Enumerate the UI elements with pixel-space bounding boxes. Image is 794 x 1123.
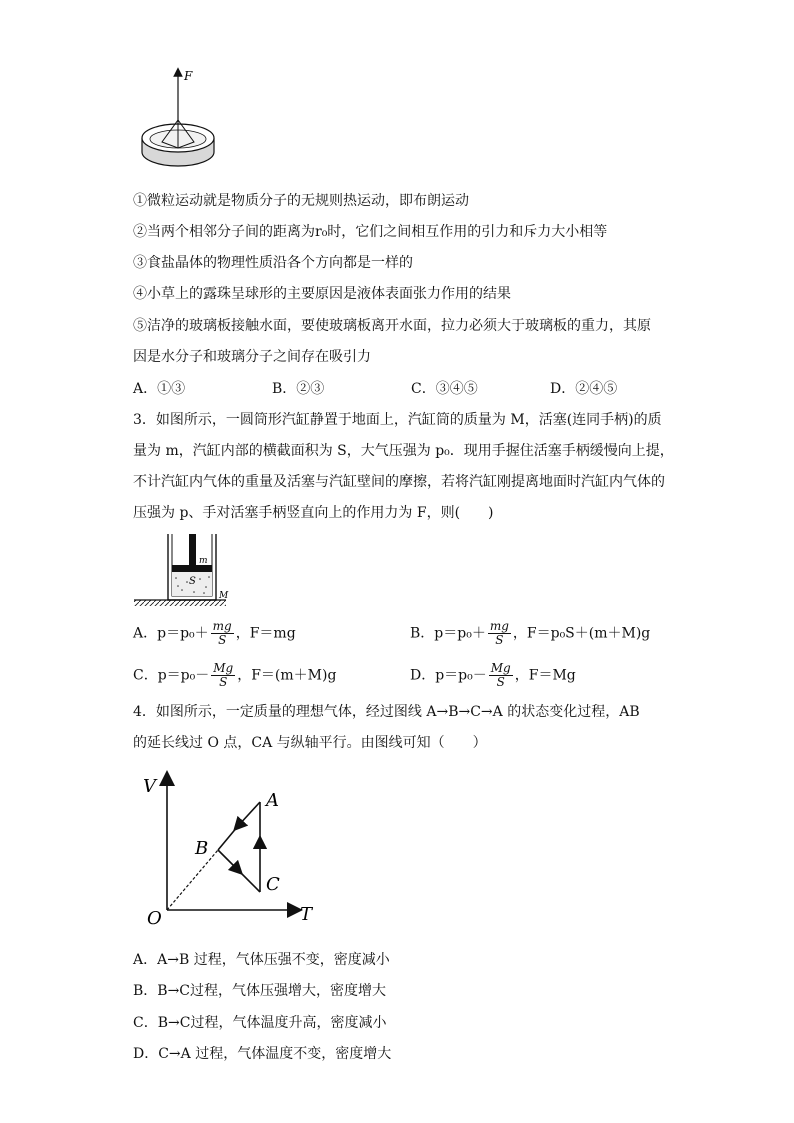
q3-b-frac	[488, 620, 511, 647]
q2-option-a[interactable]: A．①③	[133, 381, 186, 397]
segment-bc-1	[218, 850, 238, 870]
statement-1: ①微粒运动就是物质分子的无规则热运动，即布朗运动	[133, 193, 469, 209]
q3-a-pre: A．p＝p₀＋	[133, 625, 209, 642]
q4-option-d[interactable]: D．C→A 过程，气体温度不变，密度增大	[133, 1046, 392, 1062]
point-c-label: C	[266, 874, 280, 895]
statement-5: ⑤洁净的玻璃板接触水面，要使玻璃板离开水面，拉力必须大于玻璃板的重力，其原	[133, 318, 651, 334]
figure-vt-graph	[140, 770, 330, 930]
segment-bc-2	[238, 870, 260, 892]
q3-a-num: mg	[212, 619, 232, 633]
q3-line-4: 压强为 p、手对活塞手柄竖直向上的作用力为 F，则( )	[133, 505, 494, 521]
q3-c-frac	[211, 662, 235, 689]
q3-d-post: ，F＝Mg	[514, 667, 576, 684]
q2-option-d[interactable]: D．②④⑤	[550, 381, 618, 397]
statement-3: ③食盐晶体的物理性质沿各个方向都是一样的	[133, 255, 413, 271]
statement-5-cont: 因是水分子和玻璃分子之间存在吸引力	[133, 349, 371, 365]
q3-option-a[interactable]	[133, 620, 296, 647]
q3-line-3: 不计汽缸内气体的重量及活塞与汽缸壁间的摩擦，若将汽缸刚提离地面时汽缸内气体的	[133, 474, 665, 490]
q3-b-pre: B．p＝p₀＋	[410, 625, 486, 642]
q3-b-den: S	[495, 633, 504, 647]
q3-line-2: 量为 m，汽缸内部的横截面积为 S，大气压强为 p₀．现用手握住活塞手柄缓慢向上提，	[133, 443, 674, 459]
q3-a-den: S	[218, 633, 227, 647]
statement-4: ④小草上的露珠呈球形的主要原因是液体表面张力作用的结果	[133, 286, 511, 302]
q3-d-den: S	[496, 675, 505, 689]
q3-d-num: Mg	[490, 661, 511, 675]
q3-line-1: 3．如图所示，一圆筒形汽缸静置于地面上，汽缸筒的质量为 M，活塞(连同手柄)的质	[133, 412, 662, 428]
force-label: F	[184, 69, 193, 83]
q3-d-pre: D．p＝p₀－	[410, 667, 487, 684]
q2-option-b[interactable]: B．②③	[272, 381, 325, 397]
q3-c-post: ，F＝(m＋M)g	[237, 667, 337, 684]
q2-option-c[interactable]: C．③④⑤	[411, 381, 478, 397]
q4-option-b[interactable]: B．B→C过程，气体压强增大，密度增大	[133, 983, 387, 999]
q4-option-a[interactable]: A．A→B 过程，气体压强不变，密度减小	[133, 952, 390, 968]
segment-ab-2	[218, 826, 238, 850]
figure-pyramid-dish	[138, 66, 228, 176]
q4-line-2: 的延长线过 O 点，CA 与纵轴平行。由图线可知（ ）	[133, 735, 487, 751]
piston	[172, 565, 212, 572]
q3-option-b[interactable]	[410, 620, 650, 647]
segment-ab-1	[238, 802, 260, 826]
q3-option-c[interactable]	[133, 662, 336, 689]
q3-b-num: mg	[489, 619, 509, 633]
label-M: M	[219, 591, 229, 601]
label-m: m	[199, 556, 208, 566]
q4-option-c[interactable]: C．B→C过程，气体温度升高，密度减小	[133, 1015, 387, 1031]
q3-d-frac	[489, 662, 513, 689]
q4-line-1: 4．如图所示，一定质量的理想气体，经过图线 A→B→C→A 的状态变化过程，AB	[133, 704, 640, 720]
q3-c-pre: C．p＝p₀－	[133, 667, 210, 684]
figure-cylinder	[134, 532, 234, 608]
q3-a-post: ，F＝mg	[235, 625, 296, 642]
point-a-label: A	[266, 790, 279, 811]
q3-c-num: Mg	[213, 661, 234, 675]
label-s: S	[189, 576, 196, 587]
ob-dashed-extension	[167, 850, 218, 910]
origin-label: O	[147, 908, 162, 929]
point-b-label: B	[195, 838, 209, 859]
q3-c-den: S	[219, 675, 228, 689]
ground-hatch	[134, 600, 226, 606]
q3-a-frac	[211, 620, 234, 647]
x-axis-label: T	[300, 904, 313, 925]
y-axis-label: V	[143, 776, 156, 797]
q3-b-post: ，F＝p₀S＋(m＋M)g	[512, 625, 651, 642]
statement-2: ②当两个相邻分子间的距离为r₀时，它们之间相互作用的引力和斥力大小相等	[133, 224, 608, 240]
q3-option-d[interactable]	[410, 662, 576, 689]
piston-handle	[189, 534, 196, 565]
